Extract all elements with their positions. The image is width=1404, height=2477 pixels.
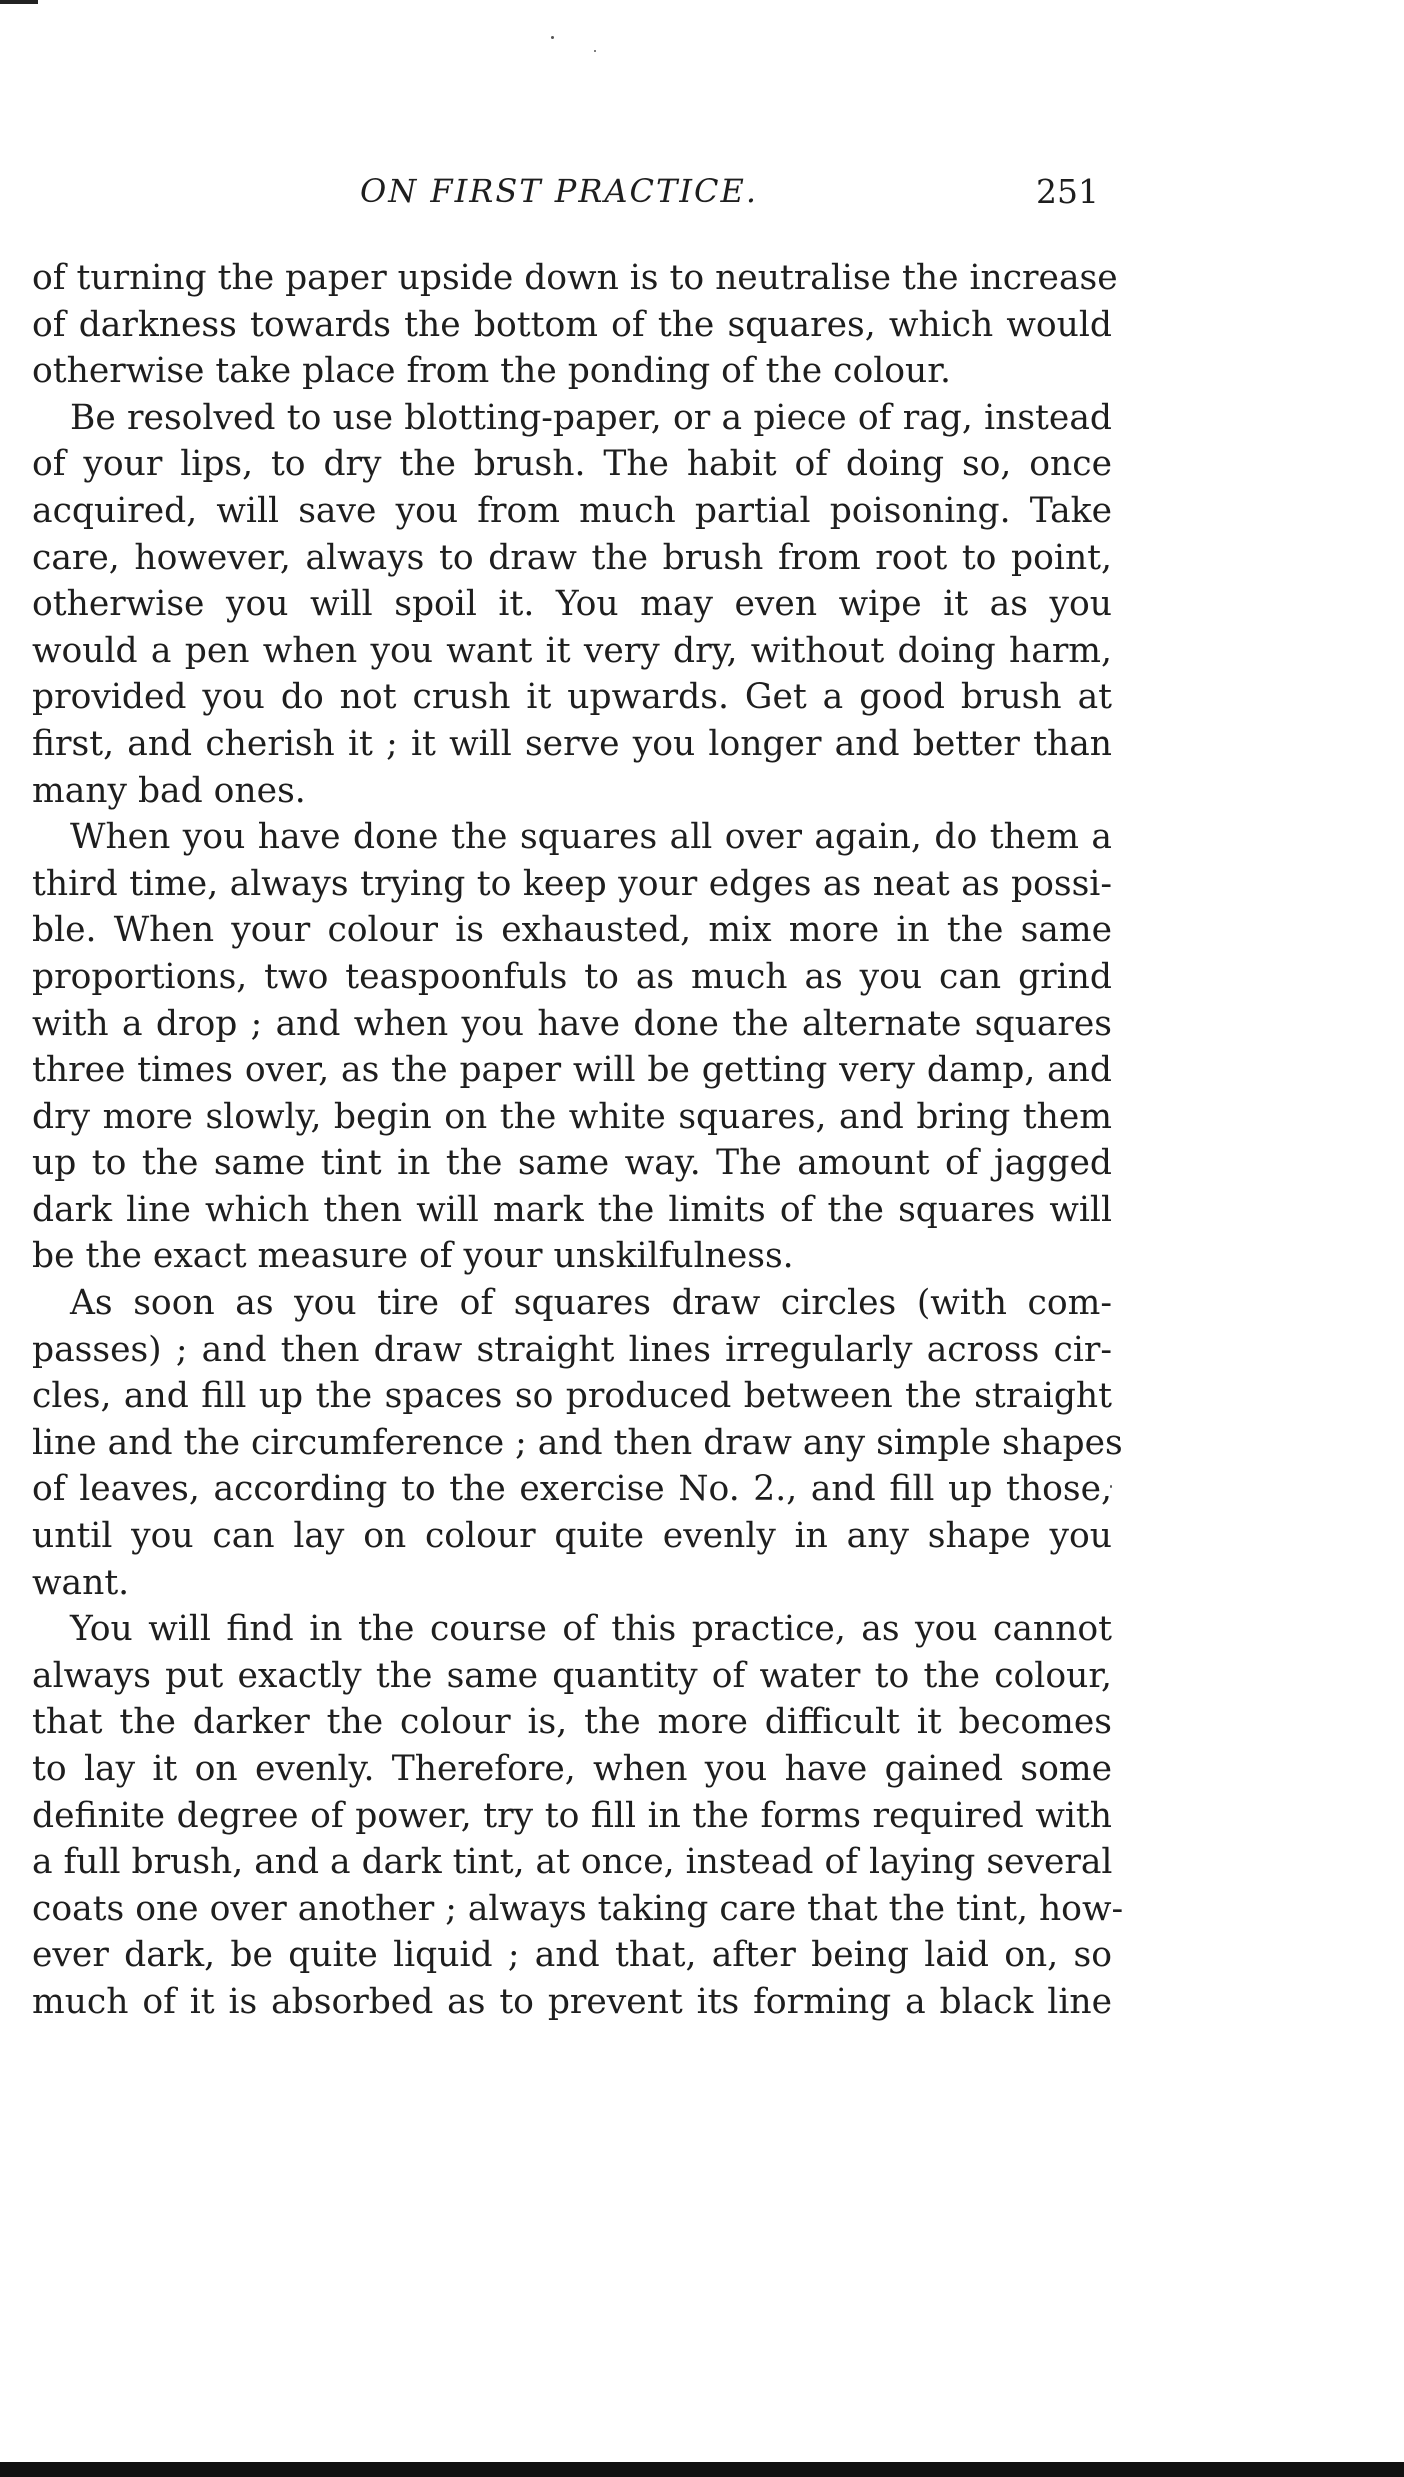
- text-line: proportions, two teaspoonfuls to as much as you can grind: [32, 956, 1112, 997]
- text-line: dark line which then will mark the limits of the squares will: [32, 1189, 1112, 1230]
- paragraph: [32, 255, 1118, 395]
- paragraph: [32, 1606, 1124, 2025]
- text-line: three times over, as the paper will be getting very damp, and: [32, 1050, 1112, 1091]
- text-line: would a pen when you want it very dry, without doing harm,: [32, 630, 1112, 671]
- body-text: [32, 255, 1124, 2026]
- text-line: provided you do not crush it upwards. Get a good brush at: [32, 677, 1112, 718]
- text-line: first, and cherish it ; it will serve you longer and better than: [32, 723, 1112, 764]
- text-line: with a drop ; and when you have done the alternate squares: [32, 1003, 1112, 1044]
- text-line: care, however, always to draw the brush from root to point,: [32, 537, 1112, 578]
- text-line: otherwise take place from the ponding of the colour.: [32, 351, 951, 392]
- text-line: ble. When your colour is exhausted, mix more in the same: [32, 910, 1112, 951]
- text-line: of turning the paper upside down is to neutralise the increase: [32, 258, 1118, 298]
- text-line: You will find in the course of this practice, as you cannot: [70, 1609, 1112, 1650]
- scan-speck: [551, 36, 554, 39]
- text-line: acquired, will save you from much partial poisoning. Take: [32, 490, 1112, 531]
- text-line: coats one over another ; always taking care that the tint, how-: [32, 1888, 1124, 1929]
- paragraph: [32, 814, 1112, 1280]
- text-line: a full brush, and a dark tint, at once, instead of laying several: [32, 1842, 1113, 1883]
- text-line: be the exact measure of your unskilfulness.: [32, 1236, 794, 1277]
- scan-speck: [594, 50, 596, 52]
- text-line: of your lips, to dry the brush. The habit of doing so, once: [32, 444, 1112, 485]
- paragraph: [32, 395, 1112, 814]
- text-line: want.: [32, 1562, 130, 1603]
- text-line: As soon as you tire of squares draw circles (with com-: [70, 1283, 1112, 1324]
- text-line: up to the same tint in the same way. The amount of jagged: [32, 1143, 1112, 1184]
- text-line: third time, always trying to keep your edges as neat as possi-: [32, 863, 1112, 904]
- text-line: ever dark, be quite liquid ; and that, after being laid on, so: [32, 1935, 1112, 1976]
- text-line: much of it is absorbed as to prevent its forming a black line: [32, 1981, 1112, 2022]
- text-line: of leaves, according to the exercise No. 2., and fill up those,: [32, 1469, 1112, 1510]
- text-line: line and the circumference ; and then draw any simple shapes: [32, 1422, 1123, 1463]
- scan-edge-mark: [0, 0, 38, 4]
- text-line: When you have done the squares all over again, do them a: [70, 817, 1112, 858]
- text-line: passes) ; and then draw straight lines irregularly across cir-: [32, 1329, 1112, 1370]
- text-line: always put exactly the same quantity of water to the colour,: [32, 1655, 1112, 1696]
- page-number: 251: [1036, 172, 1099, 211]
- text-line: to lay it on evenly. Therefore, when you have gained some: [32, 1749, 1112, 1789]
- text-line: until you can lay on colour quite evenly in any shape you: [32, 1516, 1112, 1557]
- text-line: that the darker the colour is, the more difficult it becomes: [32, 1702, 1112, 1743]
- scan-bottom-edge: [0, 2462, 1404, 2477]
- text-line: of darkness towards the bottom of the squares, which would: [32, 304, 1112, 345]
- running-head: [0, 172, 1404, 222]
- text-line: Be resolved to use blotting-paper, or a piece of rag, instead: [70, 397, 1112, 438]
- text-line: cles, and fill up the spaces so produced between the straight: [32, 1376, 1112, 1417]
- text-line: dry more slowly, begin on the white squares, and bring them: [32, 1096, 1112, 1137]
- text-line: many bad ones.: [32, 770, 306, 811]
- text-line: otherwise you will spoil it. You may even wipe it as you: [32, 584, 1112, 625]
- running-title: ON FIRST PRACTICE.: [360, 172, 758, 210]
- paragraph: [32, 1280, 1123, 1606]
- text-line: definite degree of power, try to fill in the forms required with: [32, 1795, 1112, 1836]
